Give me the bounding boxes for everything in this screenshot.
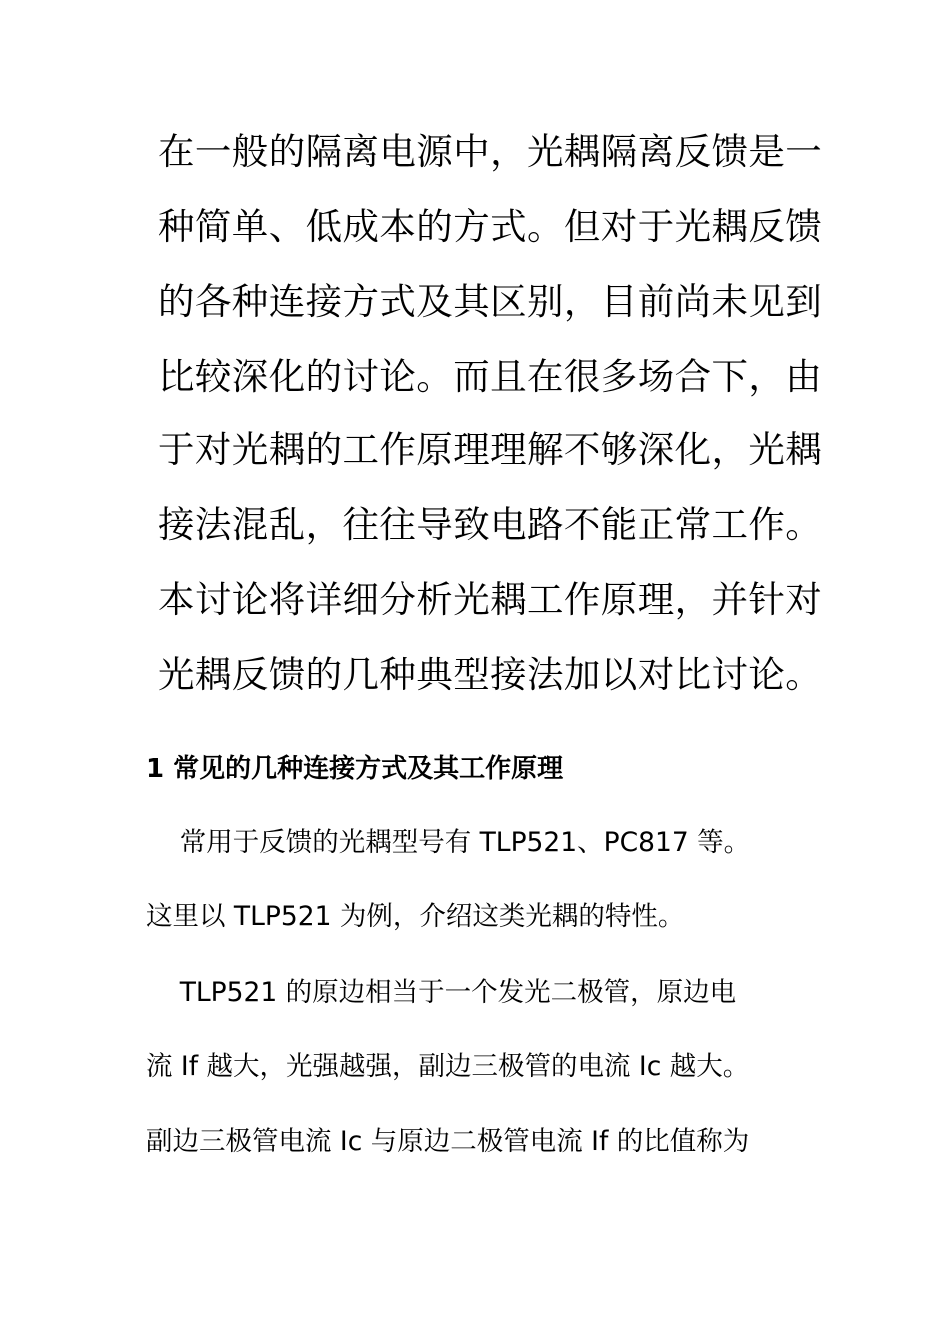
intro-line: 光耦反馈的几种典型接法加以对比讨论。	[158, 653, 823, 696]
intro-line: 于对光耦的工作原理理解不够深化，光耦	[158, 428, 823, 471]
section-heading: 1 常见的几种连接方式及其工作原理	[146, 754, 564, 784]
intro-line: 种简单、低成本的方式。但对于光耦反馈	[158, 205, 823, 248]
body-line: TLP521 的原边相当于一个发光二极管，原边电	[146, 977, 737, 1008]
body-line: 副边三极管电流 Ic 与原边二极管电流 If 的比值称为	[146, 1126, 750, 1157]
intro-line: 在一般的隔离电源中，光耦隔离反馈是一	[158, 130, 823, 173]
intro-line: 接法混乱，往往导致电路不能正常工作。	[158, 503, 823, 546]
body-line: 流 If 越大，光强越强，副边三极管的电流 Ic 越大。	[146, 1051, 750, 1082]
intro-line: 比较深化的讨论。而且在很多场合下，由	[158, 355, 823, 398]
intro-line: 本讨论将详细分析光耦工作原理，并针对	[158, 578, 823, 621]
intro-line: 的各种连接方式及其区别，目前尚未见到	[158, 280, 823, 323]
body-line: 常用于反馈的光耦型号有 TLP521、PC817 等。	[146, 827, 751, 858]
body-line: 这里以 TLP521 为例，介绍这类光耦的特性。	[146, 901, 685, 932]
